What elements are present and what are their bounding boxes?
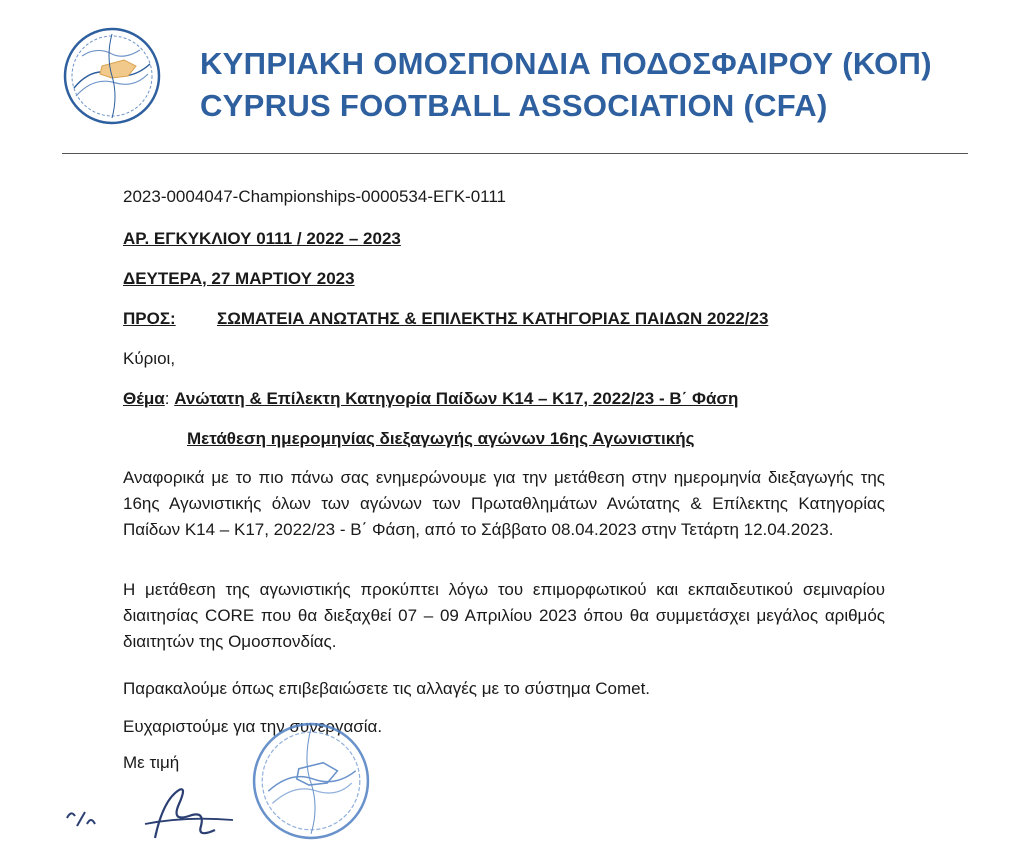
subject-line bbox=[123, 389, 738, 409]
signature-icon bbox=[55, 780, 285, 841]
body-paragraph-3: Παρακαλούμε όπως επιβεβαιώσετε τις αλλαγές με το σύστημα Comet. bbox=[123, 679, 651, 698]
org-name-greek: ΚΥΠΡΙΑΚΗ ΟΜΟΣΠΟΝΔΙΑ ΠΟΔΟΣΦΑΙΡΟΥ (ΚΟΠ) bbox=[200, 46, 932, 81]
recipient-label: ΠΡΟΣ: bbox=[123, 309, 176, 328]
org-name-english: CYPRUS FOOTBALL ASSOCIATION (CFA) bbox=[200, 88, 828, 123]
thanks-line: Ευχαριστούμε για την συνεργασία. bbox=[123, 717, 383, 736]
header-divider bbox=[62, 153, 968, 154]
body-paragraph-2: Η μετάθεση της αγωνιστικής προκύπτει λόγω του επιμορφωτικού και εκπαιδευτικού σεμιναρίου διαιτησίας CORE που θα διεξαχθεί 07 – 09 Απριλίου 2023 όπου θα συμμετάσχει μεγάλος αριθμός διαιτητών της Ομοσπονδίας. bbox=[123, 580, 885, 651]
recipient-value: ΣΩΜΑΤΕΙΑ ΑΝΩΤΑΤΗΣ & ΕΠΙΛΕΚΤΗΣ ΚΑΤΗΓΟΡΙΑΣ ΠΑΙΔΩΝ 2022/23 bbox=[217, 309, 769, 328]
subject-text: Ανώτατη & Επίλεκτη Κατηγορία Παίδων Κ14 – Κ17, 2022/23 - Β΄ Φάση bbox=[174, 389, 739, 408]
letter-date: ΔΕΥΤΕΡΑ, 27 ΜΑΡΤΙΟΥ 2023 bbox=[123, 269, 355, 288]
subject-label: Θέμα bbox=[123, 389, 165, 408]
subject-colon: : bbox=[164, 389, 175, 408]
closing-line: Με τιμή bbox=[123, 753, 180, 772]
greeting: Κύριοι, bbox=[123, 349, 176, 368]
reference-number: 2023-0004047-Championships-0000534-ΕΓΚ-0111 bbox=[123, 187, 506, 206]
subject-line-2: Μετάθεση ημερομηνίας διεξαγωγής αγώνων 16ης Αγωνιστικής bbox=[187, 429, 695, 448]
body-paragraph-1: Αναφορικά με το πιο πάνω σας ενημερώνουμε για την μετάθεση στην ημερομηνία διεξαγωγής της 16ης Αγωνιστικής όλων των αγώνων των Πρωταθλημάτων Ανώτατης & Επίλεκτης Κατηγορίας Παίδων Κ14 – Κ17, 2022/23 - Β΄ Φάση, από το Σάββατο 08.04.2023 στην Τετάρτη 12.04.2023. bbox=[123, 468, 885, 539]
circular-number: ΑΡ. ΕΓΚΥΚΛΙΟΥ 0111 / 2022 – 2023 bbox=[123, 229, 401, 248]
recipient-line bbox=[123, 309, 769, 329]
cfa-logo-icon bbox=[62, 26, 162, 126]
